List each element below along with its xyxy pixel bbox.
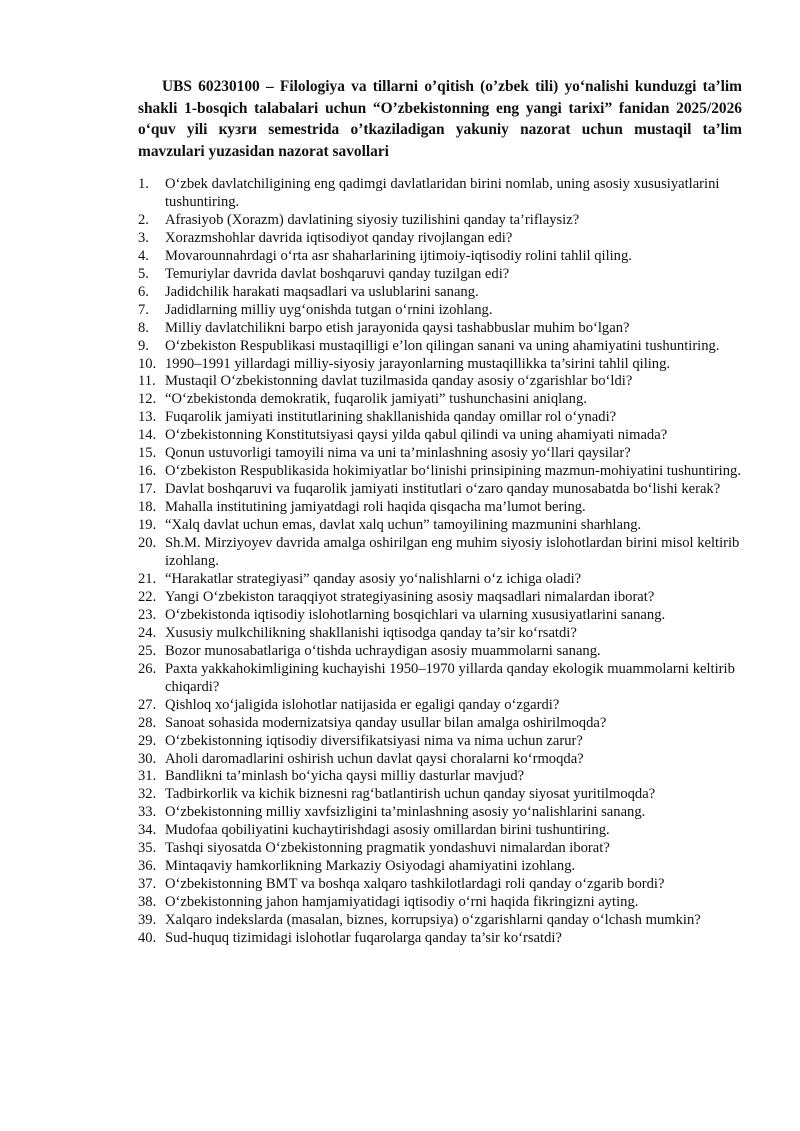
question-number: 15.	[138, 445, 157, 462]
question-text: Tashqi siyosatda O‘zbekistonning pragmatik yondashuvi nimalardan iborat?	[165, 840, 610, 857]
question-item	[138, 912, 758, 930]
question-number: 27.	[138, 696, 157, 713]
question-item	[138, 517, 758, 535]
question-text: O‘zbekistonning iqtisodiy diversifikatsiyasi nima va nima uchun zarur?	[165, 732, 583, 749]
question-text: Afrasiyob (Xorazm) davlatining siyosiy tuzilishini qanday ta’riflaysiz?	[165, 211, 580, 228]
question-item	[138, 804, 758, 822]
question-number: 16.	[138, 463, 157, 480]
question-item	[138, 302, 758, 320]
question-item	[138, 176, 758, 212]
question-item	[138, 589, 758, 607]
question-text: Mustaqil O‘zbekistonning davlat tuzilmasida qanday asosiy o‘zgarishlar bo‘ldi?	[165, 373, 633, 390]
question-text: Sanoat sohasida modernizatsiya qanday usullar bilan amalga oshirilmoqda?	[165, 714, 607, 731]
question-number: 1.	[138, 176, 149, 192]
question-item	[138, 427, 758, 445]
question-number: 12.	[138, 391, 157, 408]
question-text: Milliy davlatchilikni barpo etish jarayonida qaysi tashabbuslar muhim bo‘lgan?	[165, 319, 630, 336]
question-text: Jadidlarning milliy uyg‘onishda tutgan o‘rnini izohlang.	[165, 301, 493, 318]
question-item	[138, 499, 758, 517]
question-text: Movarounnahrdagi o‘rta asr shaharlarining ijtimoiy-iqtisodiy rolini tahlil qiling.	[165, 247, 632, 264]
question-number: 18.	[138, 499, 157, 516]
question-text: Tadbirkorlik va kichik biznesni rag‘batlantirish uchun qanday siyosat yuritilmoqda?	[165, 786, 656, 803]
question-number: 25.	[138, 642, 157, 659]
question-number: 40.	[138, 930, 157, 947]
question-text: Paxta yakkahokimligining kuchayishi 1950–1970 yillarda qanday ekologik muammolarni keltirib chiqardi?	[165, 660, 735, 695]
question-number: 24.	[138, 624, 157, 641]
question-number: 7.	[138, 301, 149, 318]
question-number: 11.	[138, 373, 156, 390]
question-item	[138, 248, 758, 266]
question-item	[138, 786, 758, 804]
question-number: 6.	[138, 283, 149, 300]
question-number: 5.	[138, 265, 149, 282]
question-number: 33.	[138, 804, 157, 821]
question-item	[138, 625, 758, 643]
question-text: Xususiy mulkchilikning shakllanishi iqtisodga qanday ta’sir ko‘rsatdi?	[165, 624, 577, 641]
question-text: Mintaqaviy hamkorlikning Markaziy Osiyodagi ahamiyatini izohlang.	[165, 858, 576, 875]
question-text: Sud-huquq tizimidagi islohotlar fuqarolarga qanday ta’sir ko‘rsatdi?	[165, 930, 562, 947]
question-item	[138, 733, 758, 751]
question-list	[138, 176, 758, 948]
question-item	[138, 230, 758, 248]
question-text: O‘zbekistonning milliy xavfsizligini ta’minlashning asosiy yo‘nalishlarini sanang.	[165, 804, 646, 821]
question-item	[138, 320, 758, 338]
question-item	[138, 284, 758, 302]
question-number: 21.	[138, 570, 157, 587]
question-number: 31.	[138, 768, 157, 785]
question-text: Sh.M. Mirziyoyev davrida amalga oshirilgan eng muhim siyosiy islohotlardan birini misol keltirib izohlang.	[165, 535, 740, 570]
question-text: Fuqarolik jamiyati institutlarining shakllanishida qanday omillar rol o‘ynadi?	[165, 409, 617, 426]
question-item	[138, 463, 758, 481]
question-item	[138, 212, 758, 230]
question-item	[138, 409, 758, 427]
question-text: O‘zbekistonning jahon hamjamiyatidagi iqtisodiy o‘rni haqida fikringizni ayting.	[165, 894, 639, 911]
question-number: 20.	[138, 535, 157, 552]
question-number: 38.	[138, 894, 157, 911]
question-item	[138, 391, 758, 409]
question-number: 32.	[138, 786, 157, 803]
question-item	[138, 266, 758, 284]
question-text: Davlat boshqaruvi va fuqarolik jamiyati institutlari o‘zaro qanday munosabatda bo‘lishi kerak?	[165, 481, 721, 498]
question-number: 8.	[138, 319, 149, 336]
question-number: 3.	[138, 229, 149, 246]
question-text: Qonun ustuvorligi tamoyili nima va uni ta’minlashning asosiy yo‘llari qaysilar?	[165, 445, 631, 462]
question-item	[138, 661, 758, 697]
question-text: 1990–1991 yillardagi milliy-siyosiy jarayonlarning mustaqillikka ta’sirini tahlil qiling.	[165, 355, 671, 372]
question-item	[138, 697, 758, 715]
question-number: 10.	[138, 355, 157, 372]
question-number: 26.	[138, 660, 157, 677]
question-number: 37.	[138, 876, 157, 893]
question-number: 35.	[138, 840, 157, 857]
question-text: “Xalq davlat uchun emas, davlat xalq uchun” tamoyilining mazmunini sharhlang.	[165, 517, 642, 534]
question-text: Mahalla institutining jamiyatdagi roli haqida qisqacha ma’lumot bering.	[165, 499, 586, 516]
question-item	[138, 768, 758, 786]
question-text: Aholi daromadlarini oshirish uchun davlat qaysi choralarni ko‘rmoqda?	[165, 750, 584, 767]
question-text: O‘zbekiston Respublikasi mustaqilligi e’lon qilingan sanani va uning ahamiyatini tushuntiring.	[165, 337, 720, 354]
question-item	[138, 858, 758, 876]
question-text: Bandlikni ta’minlash bo‘yicha qaysi milliy dasturlar mavjud?	[165, 768, 525, 785]
question-text: Bozor munosabatlariga o‘tishda uchraydigan asosiy muammolarni sanang.	[165, 642, 601, 659]
document-header: UBS 60230100 – Filologiya va tillarni o’qitish (o’zbek tili) yo‘nalishi kunduzgi ta’lim shakli 1-bosqich talabalari uchun “O’zbekistonning eng yangi tarixi” fanidan 2025/2026 o‘quv yili кузги semestrida o’tkaziladigan yakuniy nazorat uchun mustaqil ta’lim mavzulari yuzasidan nazorat savollari	[138, 78, 742, 160]
question-text: Temuriylar davrida davlat boshqaruvi qanday tuzilgan edi?	[165, 265, 510, 282]
question-number: 30.	[138, 750, 157, 767]
question-text: O‘zbekistonning BMT va boshqa xalqaro tashkilotlardagi roli qanday o‘zgarib bordi?	[165, 876, 665, 893]
question-item	[138, 930, 758, 948]
question-item	[138, 822, 758, 840]
question-text: O‘zbekistonda iqtisodiy islohotlarning bosqichlari va ularning xususiyatlarini sanang.	[165, 606, 666, 623]
question-item	[138, 643, 758, 661]
question-number: 17.	[138, 481, 157, 498]
question-item	[138, 876, 758, 894]
question-text: Jadidchilik harakati maqsadlari va uslublarini sanang.	[165, 283, 479, 300]
question-number: 22.	[138, 588, 157, 605]
question-item	[138, 607, 758, 625]
question-number: 28.	[138, 714, 157, 731]
question-item	[138, 445, 758, 463]
question-number: 39.	[138, 912, 157, 929]
question-item	[138, 373, 758, 391]
question-item	[138, 535, 758, 571]
question-item	[138, 715, 758, 733]
question-number: 13.	[138, 409, 157, 426]
question-text: O‘zbekiston Respublikasida hokimiyatlar bo‘linishi prinsipining mazmun-mohiyatini tushuntiring.	[165, 463, 741, 480]
question-text: “Harakatlar strategiyasi” qanday asosiy yo‘nalishlarni o‘z ichiga oladi?	[165, 570, 582, 587]
question-text: Mudofaa qobiliyatini kuchaytirishdagi asosiy omillardan birini tushuntiring.	[165, 822, 610, 839]
question-number: 2.	[138, 211, 149, 228]
question-text: O‘zbekistonning Konstitutsiyasi qaysi yilda qabul qilindi va uning ahamiyati nimada?	[165, 427, 668, 444]
question-number: 29.	[138, 732, 157, 749]
question-item	[138, 840, 758, 858]
question-item	[138, 338, 758, 356]
question-item	[138, 571, 758, 589]
question-text: Xalqaro indekslarda (masalan, biznes, korrupsiya) o‘zgarishlarni qanday o‘lchash mumkin?	[165, 912, 701, 929]
question-number: 9.	[138, 337, 149, 354]
question-text: Qishloq xo‘jaligida islohotlar natijasida er egaligi qanday o‘zgardi?	[165, 696, 560, 713]
question-item	[138, 356, 758, 374]
question-number: 4.	[138, 247, 149, 264]
question-item	[138, 894, 758, 912]
question-number: 14.	[138, 427, 157, 444]
question-text: O‘zbek davlatchiligining eng qadimgi davlatlaridan birini nomlab, uning asosiy xususiyatlarini tushuntiring.	[165, 176, 720, 210]
question-number: 19.	[138, 517, 157, 534]
question-item	[138, 751, 758, 769]
question-item	[138, 481, 758, 499]
question-number: 36.	[138, 858, 157, 875]
question-text: “O‘zbekistonda demokratik, fuqarolik jamiyati” tushunchasini aniqlang.	[165, 391, 587, 408]
question-text: Xorazmshohlar davrida iqtisodiyot qanday rivojlangan edi?	[165, 229, 513, 246]
question-number: 34.	[138, 822, 157, 839]
question-text: Yangi O‘zbekiston taraqqiyot strategiyasining asosiy maqsadlari nimalardan iborat?	[165, 588, 655, 605]
question-number: 23.	[138, 606, 157, 623]
